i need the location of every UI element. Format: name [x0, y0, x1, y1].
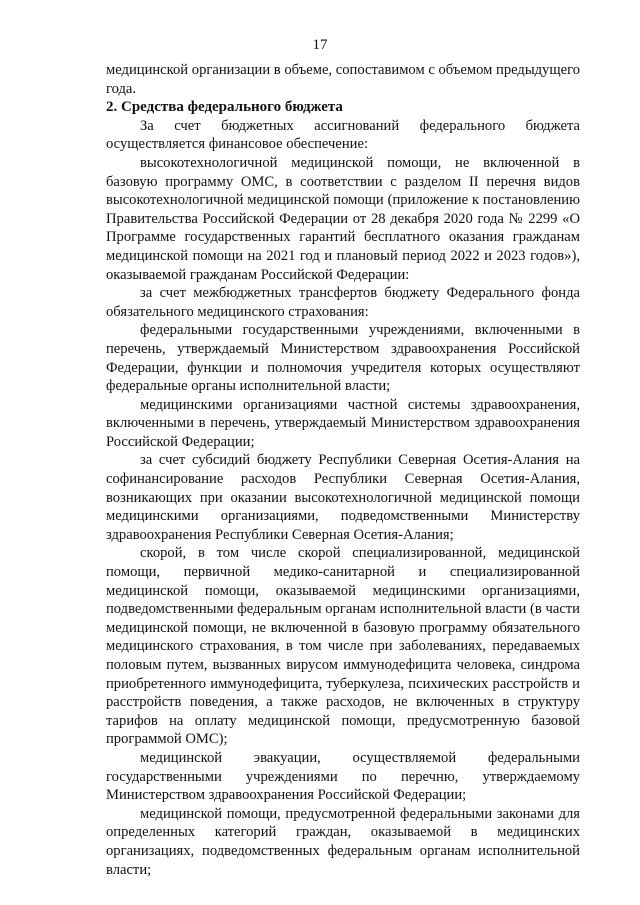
paragraph-private-organizations: медицинскими организациями частной системы здравоохранения, включенными в перечень, утверждаемый Министерством здравоохранения Российской Федерации;	[106, 396, 580, 450]
paragraph-intro: За счет бюджетных ассигнований федерального бюджета осуществляется финансовое обеспечение:	[106, 117, 580, 153]
paragraph-continuation: медицинской организации в объеме, сопоставимом с объемом предыдущего года.	[106, 62, 580, 97]
paragraph-subsidies: за счет субсидий бюджету Республики Северная Осетия-Алания на софинансирование расходов Республики Северная Осетия-Алания, возникающих при оказании высокотехнологичной медицинской помощи медицинскими организациями, подведомственными Министерству здравоохранения Республики Северная Осетия-Алания;	[106, 452, 580, 543]
paragraph-federal-institutions: федеральными государственными учреждениями, включенными в перечень, утверждаемый Министерством здравоохранения Российской Федерации, функции и полномочия учредителя которых осуществляют федеральные органы исполнительной власти;	[106, 322, 580, 395]
page-number: 17	[312, 37, 328, 53]
paragraph-emergency-care: скорой, в том числе скорой специализированной, медицинской помощи, первичной медико-санитарной и специализированной медицинской помощи, оказываемой медицинскими организациями, подведомственными федеральным органам исполнительной власти (в части медицинской помощи, не включенной в базовую программу обязательного медицинского страхования, в том числе при заболеваниях, передаваемых половым путем, вызванных вирусом иммунодефицита человека, синдрома приобретенного иммунодефицита, туберкулеза, психических расстройств и расстройств поведения, а также расходов, не включенных в структуру тарифов на оплату медицинской помощи, предусмотренную базовой программой ОМС);	[106, 545, 580, 748]
section-heading: 2. Средства федерального бюджета	[106, 99, 343, 116]
paragraph-high-tech-care: высокотехнологичной медицинской помощи, не включенной в базовую программу ОМС, в соответствии с разделом II перечня видов высокотехнологичной медицинской помощи (приложение к постановлению Правительства Российской Федерации от 28 декабря 2020 года № 2299 «О Программе государственных гарантий бесплатного оказания гражданам медицинской помощи на 2021 год и плановый период 2022 и 2023 годов»), оказываемой гражданам Российской Федерации:	[106, 154, 580, 283]
document-body	[106, 61, 580, 879]
paragraph-federal-laws-care: медицинской помощи, предусмотренной федеральными законами для определенных категорий граждан, оказываемой в медицинских организациях, подведомственных федеральным органам исполнительной власти;	[106, 805, 580, 878]
paragraph-medical-evacuation: медицинской эвакуации, осуществляемой федеральными государственными учреждениями по перечню, утверждаемому Министерством здравоохранения Российской Федерации;	[106, 749, 580, 804]
paragraph-interbudget-transfers: за счет межбюджетных трансфертов бюджету Федерального фонда обязательного медицинского страхования:	[106, 285, 580, 320]
